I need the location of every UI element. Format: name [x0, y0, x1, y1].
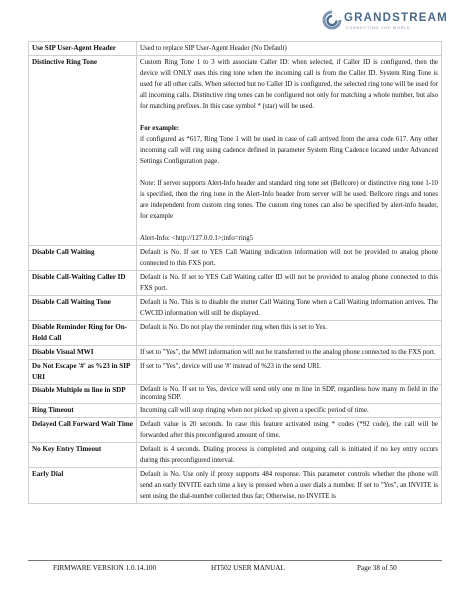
grandstream-swoosh-icon: [322, 10, 342, 32]
description-text: Incoming call will stop ringing when not picked up given a specific period of time.: [140, 407, 369, 414]
description-text: Custom Ring Tone 1 to 3 with associate Caller ID: when selected, if Caller ID is configured, then the device will ONLY uses this ring tone when the incoming call is from the Caller ID. System Ring Tone is used for all other calls. When selected but no Caller ID is configured, the selected ring tone will be used for all incoming calls. Distinctive ring tones can be configured not only for matching a whole number, but also for matching prefixes. In this case symbol * (star) will be used.: [140, 59, 438, 110]
description-text: Default is No. Use only if proxy supports 484 response. This parameter controls whether the phone will send an early INVITE each time a key is pressed when a user dials a number. If set to "Yes", an INVITE is sent using the dial-number collected thus far; Otherwise, no INVITE is: [140, 471, 438, 500]
table-row: [29, 271, 442, 296]
setting-description: [137, 418, 442, 443]
footer-firmware-version: FIRMWARE VERSION 1.0.14.100: [53, 564, 157, 572]
table-row: [29, 321, 442, 346]
description-text: If set to "Yes", the MWI information will not be transferred to the analog phone connected to the FXS port.: [140, 349, 436, 356]
table-row: [29, 385, 442, 404]
note-text: Note: If server supports Alert-Info header and standard ring tone set (Bellcore) or distinctive ring tone 1-10 is specified, then the ring tone in the Alert-Info header from server will be used. Bellcore rings and tones are independent from custom ring tones. The custom ring tones can also be specified by alert-info header, for example: [140, 180, 438, 220]
footer-page-number: Page 38 of 50: [357, 564, 397, 572]
setting-description: [137, 246, 442, 271]
setting-description: [137, 321, 442, 346]
description-text: Default value is 20 seconds. In case this feature activated using * codes (*92 code), the call will be forwarded after this preconfigured amount of time.: [140, 421, 438, 439]
description-text: If set to "Yes", device will use '#' instead of %23 in the send URI.: [140, 363, 321, 370]
setting-name: No Key Entry Timeout: [29, 443, 137, 468]
setting-name: Disable Multiple m line in SDP: [29, 385, 137, 404]
setting-name: Disable Call Waiting: [29, 246, 137, 271]
table-row: [29, 296, 442, 321]
setting-name: Early Dial: [29, 468, 137, 504]
setting-name: Do Not Escape '#' as %23 in SIP URI: [29, 360, 137, 385]
grandstream-logo: [322, 10, 446, 34]
setting-name: Use SIP User-Agent Header: [29, 42, 137, 56]
description-text: Default is No. If set to YES Call Waiting indication information will not be provided to analog phone connected to this FXS port.: [140, 249, 438, 267]
footer-divider: [28, 560, 442, 561]
settings-table: [28, 41, 442, 504]
alert-info-example: Alert-Info: <http://127.0.0.1>;info=ring5: [140, 235, 254, 242]
description-text: Default is No. Do not play the reminder ring when this is set to Yes.: [140, 324, 327, 331]
setting-name: Disable Call Waiting Tone: [29, 296, 137, 321]
footer-manual-title: HT502 USER MANUAL: [211, 564, 285, 572]
description-text: Default is No. If set to YES Call Waiting caller ID will not be provided to analog phone connected to this FXS port.: [140, 274, 438, 292]
table-row: [29, 404, 442, 418]
table-row: [29, 42, 442, 56]
setting-description: [137, 443, 442, 468]
setting-description: [137, 56, 442, 246]
setting-name: Disable Visual MWI: [29, 346, 137, 360]
table-row: [29, 246, 442, 271]
setting-description: [137, 296, 442, 321]
setting-description: [137, 42, 442, 56]
table-row: [29, 360, 442, 385]
example-heading: For example:: [140, 125, 180, 132]
brand-name: GRANDSTREAM: [344, 12, 448, 24]
description-text: Used to replace SIP User-Agent Header (No Default): [140, 45, 287, 52]
setting-description: [137, 271, 442, 296]
table-row: [29, 443, 442, 468]
table-row: [29, 418, 442, 443]
table-row: [29, 346, 442, 360]
setting-description: [137, 404, 442, 418]
description-text: if configured as *617, Ring Tone 1 will be used in case of call arrived from the area code 617. Any other incoming call will ring using cadence defined in parameter System Ring Cadence located under Advanced Settings Configuration page.: [140, 136, 438, 165]
setting-description: [137, 385, 442, 404]
table-row: [29, 56, 442, 246]
setting-name: Ring Timeout: [29, 404, 137, 418]
setting-name: Distinctive Ring Tone: [29, 56, 137, 246]
brand-tagline: CONNECTING THE WORLD: [346, 26, 411, 30]
setting-description: [137, 360, 442, 385]
table-row: [29, 468, 442, 504]
setting-description: [137, 468, 442, 504]
description-text: Default is 4 seconds. Dialing process is completed and outgoing call is initiated if no key entry occurs during this preconfigured interval.: [140, 446, 438, 464]
setting-name: Disable Reminder Ring for On-Hold Call: [29, 321, 137, 346]
description-text: Default is No. This is to disable the stutter Call Waiting Tone when a Call Waiting information arrives. The CWCID information will still be displayed.: [140, 299, 438, 317]
description-text: Default is No. If set to Yes, device will send only one m line in SDP, regardless how many m field in the incoming SDP.: [140, 386, 438, 401]
setting-name: Delayed Call Forward Wait Time: [29, 418, 137, 443]
setting-description: [137, 346, 442, 360]
setting-name: Disable Call-Waiting Caller ID: [29, 271, 137, 296]
